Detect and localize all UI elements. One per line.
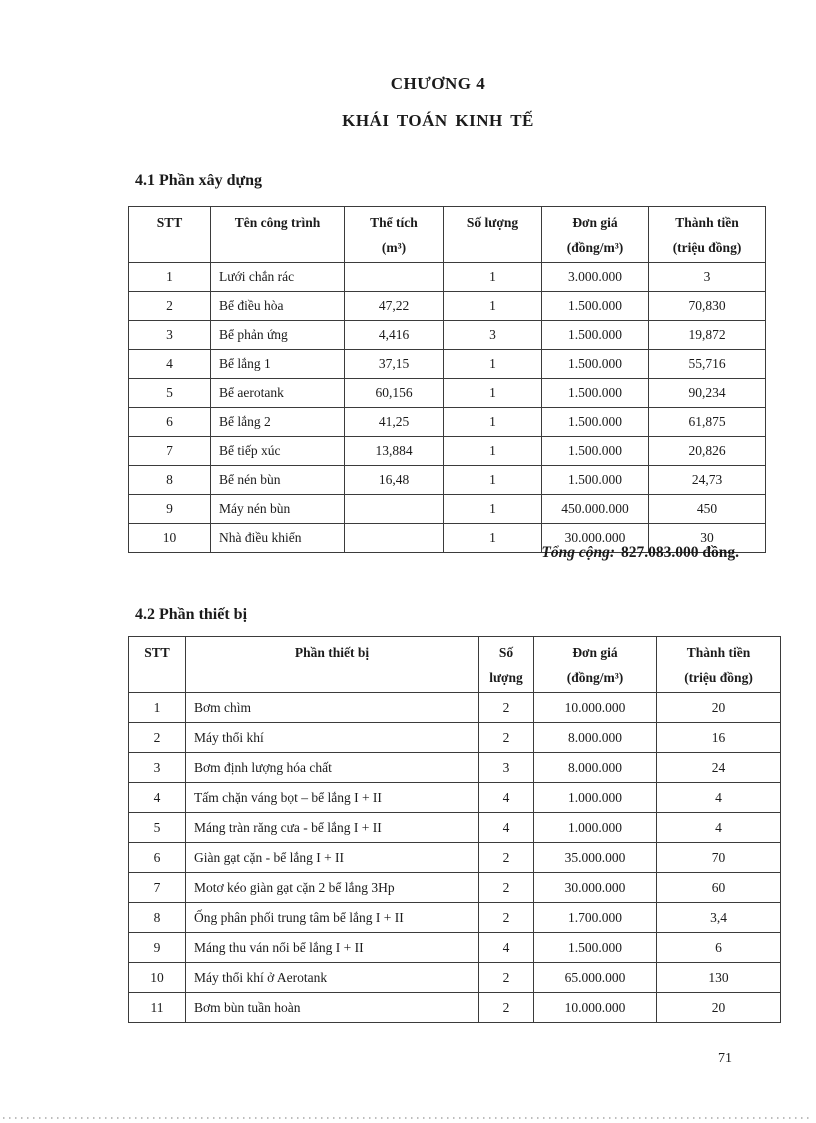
table-cell: 1.500.000 (542, 466, 649, 495)
table-cell: 19,872 (649, 321, 766, 350)
table-cell: 60,156 (345, 379, 444, 408)
equipment-cost-table (128, 636, 781, 1023)
table-cell: 65.000.000 (534, 963, 657, 993)
table-row (129, 873, 781, 903)
table-cell: 6 (657, 933, 781, 963)
table-cell: 4 (129, 350, 211, 379)
table-cell: 9 (129, 495, 211, 524)
table-cell: 1.000.000 (534, 813, 657, 843)
table-cell: 4 (479, 813, 534, 843)
table-row (129, 495, 766, 524)
table-cell: 8 (129, 903, 186, 933)
table-cell: 10.000.000 (534, 693, 657, 723)
table-cell: 8.000.000 (534, 723, 657, 753)
table-cell: 1.500.000 (542, 350, 649, 379)
table-row (129, 263, 766, 292)
table-cell: Lưới chắn rác (211, 263, 345, 292)
table-row (129, 903, 781, 933)
table-cell: 1.500.000 (542, 379, 649, 408)
table-cell: 4 (657, 813, 781, 843)
table-cell: 1 (129, 263, 211, 292)
table-cell: 1.000.000 (534, 783, 657, 813)
table-cell: 2 (479, 723, 534, 753)
table-cell: Bể nén bùn (211, 466, 345, 495)
table-cell: Nhà điều khiển (211, 524, 345, 553)
table-cell: 450.000.000 (542, 495, 649, 524)
table-cell: 1 (444, 524, 542, 553)
section-4-2-heading: 4.2 Phần thiết bị (135, 606, 248, 623)
table-cell: 1 (444, 437, 542, 466)
col-header-don-gia: Đơn giá (đồng/m³) (534, 637, 657, 693)
table-cell: 70,830 (649, 292, 766, 321)
table-row (129, 783, 781, 813)
total-value: 827.083.000 đồng. (621, 544, 739, 561)
col-header-thanh-tien: Thành tiền (triệu đồng) (649, 207, 766, 263)
table-cell: 8 (129, 466, 211, 495)
table-cell: 1 (444, 350, 542, 379)
page-bottom-edge (3, 1117, 813, 1119)
table-cell: Bể lắng 2 (211, 408, 345, 437)
col-header-so-luong: Số lượng (479, 637, 534, 693)
table-cell: 1 (444, 292, 542, 321)
table-cell: 60 (657, 873, 781, 903)
table-row (129, 437, 766, 466)
table-cell: Ống phân phối trung tâm bể lắng I + II (186, 903, 479, 933)
table-cell: 3 (479, 753, 534, 783)
page-number: 71 (718, 1051, 732, 1066)
table-cell: Máy nén bùn (211, 495, 345, 524)
table-cell: 1.500.000 (534, 933, 657, 963)
table-cell: 1 (444, 263, 542, 292)
construction-cost-table (128, 206, 766, 553)
table-cell: 2 (479, 693, 534, 723)
table-cell: 5 (129, 813, 186, 843)
col-header-stt: STT (129, 637, 186, 693)
table-cell: Máng thu ván nổi bể lắng I + II (186, 933, 479, 963)
table-cell: 24 (657, 753, 781, 783)
table-cell: 7 (129, 437, 211, 466)
table-cell: 3 (444, 321, 542, 350)
table-cell: 61,875 (649, 408, 766, 437)
total-line (128, 544, 765, 562)
table-cell: 5 (129, 379, 211, 408)
table-cell: 20,826 (649, 437, 766, 466)
table-cell: 4 (657, 783, 781, 813)
table-row (129, 379, 766, 408)
table-cell: 3 (129, 321, 211, 350)
table-cell: 1.700.000 (534, 903, 657, 933)
table-cell: 9 (129, 933, 186, 963)
table-cell: 1 (444, 408, 542, 437)
table-cell: Bể tiếp xúc (211, 437, 345, 466)
table-cell: 20 (657, 693, 781, 723)
table-cell: 24,73 (649, 466, 766, 495)
table-cell: 7 (129, 873, 186, 903)
table-row (129, 993, 781, 1023)
col-header-the-tich: Thể tích (m³) (345, 207, 444, 263)
table-cell: 1.500.000 (542, 292, 649, 321)
table-cell: 3 (649, 263, 766, 292)
total-label: Tổng cộng: (541, 544, 615, 561)
table-cell: Bể điều hòa (211, 292, 345, 321)
table-row (129, 963, 781, 993)
table-cell: Bơm chìm (186, 693, 479, 723)
col-header-stt: STT (129, 207, 211, 263)
table-row (129, 693, 781, 723)
table-cell: 3 (129, 753, 186, 783)
table-cell: 2 (479, 963, 534, 993)
table-cell: Giàn gạt cặn - bể lắng I + II (186, 843, 479, 873)
table-cell: 4 (479, 933, 534, 963)
table-cell: 2 (479, 903, 534, 933)
table-cell: 4 (129, 783, 186, 813)
table-cell: 37,15 (345, 350, 444, 379)
table-cell: 30 (649, 524, 766, 553)
table-cell: 6 (129, 408, 211, 437)
table-cell: 20 (657, 993, 781, 1023)
table-cell: Tấm chặn váng bọt – bể lắng I + II (186, 783, 479, 813)
table-cell: 2 (479, 993, 534, 1023)
table-cell: 13,884 (345, 437, 444, 466)
table-cell: 2 (479, 843, 534, 873)
table-cell: 1 (444, 379, 542, 408)
table-cell: Bể phản ứng (211, 321, 345, 350)
col-header-don-gia: Đơn giá (đồng/m³) (542, 207, 649, 263)
table-cell: 90,234 (649, 379, 766, 408)
table-cell: 2 (129, 723, 186, 753)
col-header-so-luong: Số lượng (444, 207, 542, 263)
table-cell: Máng tràn răng cưa - bể lắng I + II (186, 813, 479, 843)
col-header-phan-thiet-bi: Phần thiết bị (186, 637, 479, 693)
table-header-row (129, 207, 766, 263)
table-cell: Motơ kéo giàn gạt cặn 2 bể lắng 3Hp (186, 873, 479, 903)
table-cell: Bơm bùn tuần hoàn (186, 993, 479, 1023)
table-row (129, 723, 781, 753)
table-row (129, 408, 766, 437)
table-cell: Máy thổi khí ở Aerotank (186, 963, 479, 993)
chapter-heading: CHƯƠNG 4 (390, 74, 486, 93)
table-cell: 8.000.000 (534, 753, 657, 783)
table-cell: 2 (129, 292, 211, 321)
table-header-row (129, 637, 781, 693)
table-cell: 1.500.000 (542, 321, 649, 350)
table-cell: 6 (129, 843, 186, 873)
table-cell: 1.500.000 (542, 437, 649, 466)
table-cell: 10 (129, 524, 211, 553)
table-row (129, 933, 781, 963)
table-row (129, 292, 766, 321)
table-cell: 35.000.000 (534, 843, 657, 873)
table-cell: 55,716 (649, 350, 766, 379)
table-cell: 1 (129, 693, 186, 723)
table-cell: Bể aerotank (211, 379, 345, 408)
table-row (129, 466, 766, 495)
table-cell: 3,4 (657, 903, 781, 933)
table-cell: 4,416 (345, 321, 444, 350)
table-cell (345, 495, 444, 524)
table-cell: 11 (129, 993, 186, 1023)
table-row (129, 813, 781, 843)
table-cell: 10.000.000 (534, 993, 657, 1023)
table-cell: 1 (444, 495, 542, 524)
table-cell: 30.000.000 (534, 873, 657, 903)
table-row (129, 321, 766, 350)
table-cell: 10 (129, 963, 186, 993)
document-title: KHÁI TOÁN KINH TẾ (342, 111, 534, 130)
table-cell: 16 (657, 723, 781, 753)
table-cell: 1 (444, 466, 542, 495)
table-cell (345, 263, 444, 292)
table-row (129, 753, 781, 783)
table-cell: 70 (657, 843, 781, 873)
table-cell: Bể lắng 1 (211, 350, 345, 379)
table-cell: 16,48 (345, 466, 444, 495)
table-cell: 450 (649, 495, 766, 524)
col-header-thanh-tien: Thành tiền (triệu đồng) (657, 637, 781, 693)
table-cell: 3.000.000 (542, 263, 649, 292)
table-cell: 130 (657, 963, 781, 993)
section-4-1-heading: 4.1 Phần xây dựng (135, 172, 262, 189)
table-cell: Máy thổi khí (186, 723, 479, 753)
table-cell: 1.500.000 (542, 408, 649, 437)
table-cell: 47,22 (345, 292, 444, 321)
table-cell: 30.000.000 (542, 524, 649, 553)
table-row (129, 843, 781, 873)
table-cell: Bơm định lượng hóa chất (186, 753, 479, 783)
table-cell: 41,25 (345, 408, 444, 437)
table-cell: 4 (479, 783, 534, 813)
table-cell: 2 (479, 873, 534, 903)
table-row (129, 350, 766, 379)
col-header-ten-cong-trinh: Tên công trình (211, 207, 345, 263)
